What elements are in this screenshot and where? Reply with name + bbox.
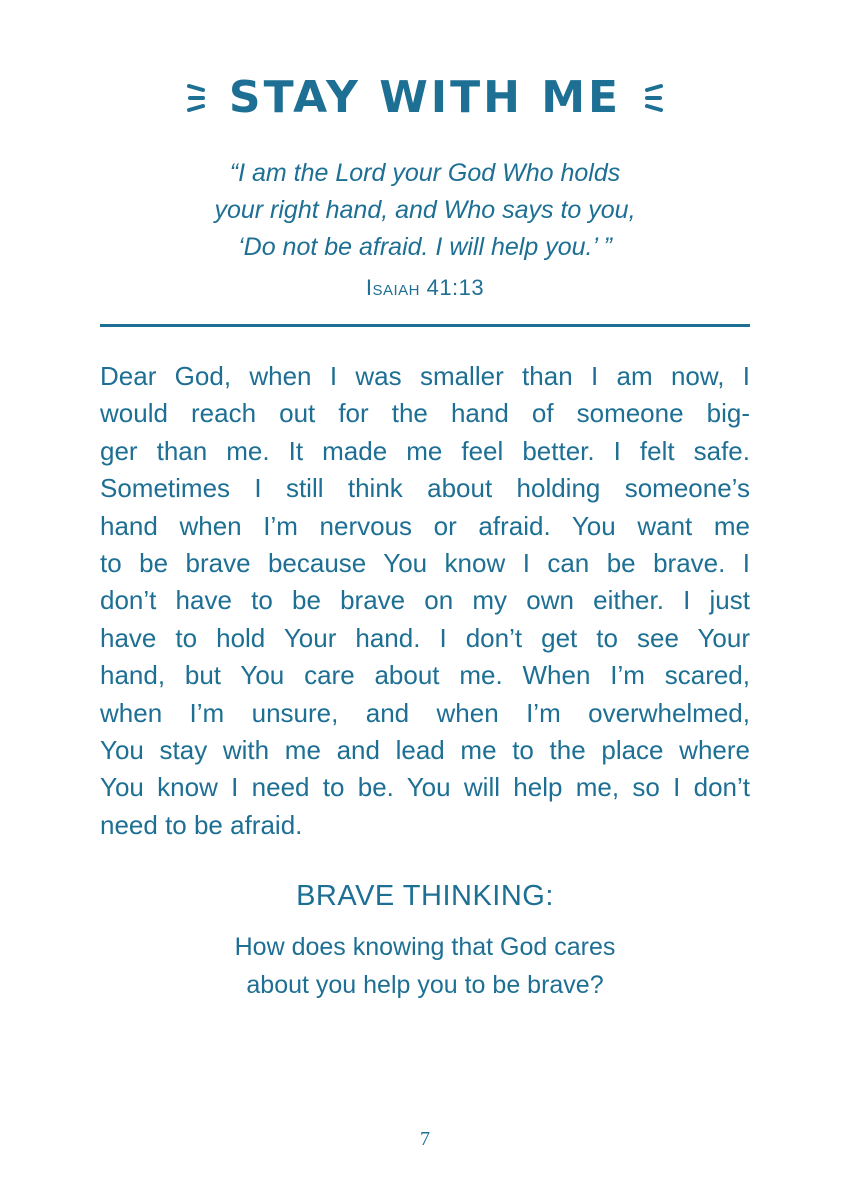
- dash-burst-left-icon: [185, 76, 207, 120]
- prayer-line: You stay with me and lead me to the place where: [100, 734, 750, 765]
- page-number: 7: [420, 1128, 430, 1150]
- page-title: STAY WITH ME: [228, 72, 622, 123]
- verse-line: your right hand, and Who says to you,: [214, 196, 636, 224]
- prayer-line: need to be afraid.: [100, 809, 303, 840]
- brave-thinking-question: [0, 928, 850, 1004]
- prayer-line: would reach out for the hand of someone big-: [100, 398, 750, 429]
- prayer-line: hand when I’m nervous or afraid. You want me: [100, 510, 750, 541]
- prayer-text: [100, 358, 750, 844]
- prayer-line: hand, but You care about me. When I’m scared,: [100, 660, 750, 691]
- prayer-line: when I’m unsure, and when I’m overwhelmed,: [100, 697, 750, 728]
- prayer-line: don’t have to be brave on my own either. I just: [100, 585, 750, 616]
- title-row: [0, 72, 850, 123]
- question-line: about you help you to be brave?: [246, 971, 604, 999]
- dash-burst-right-icon: [643, 76, 665, 120]
- prayer-line: ger than me. It made me feel better. I felt safe.: [100, 435, 750, 466]
- prayer-line: to be brave because You know I can be brave. I: [100, 547, 750, 578]
- prayer-line: have to hold Your hand. I don’t get to see Your: [100, 622, 750, 653]
- divider: [100, 324, 750, 327]
- verse-line: “I am the Lord your God Who holds: [229, 159, 621, 187]
- question-line: How does knowing that God cares: [234, 933, 616, 961]
- prayer-line: Sometimes I still think about holding someone’s: [100, 473, 750, 504]
- scripture-verse: [0, 155, 850, 266]
- prayer-line: You know I need to be. You will help me, so I don’t: [100, 772, 750, 803]
- brave-thinking-heading: BRAVE THINKING:: [296, 880, 554, 912]
- verse-line: ‘Do not be afraid. I will help you.’ ”: [238, 233, 612, 261]
- prayer-line: Dear God, when I was smaller than I am now, I: [100, 361, 750, 391]
- verse-reference: Isaiah 41:13: [365, 275, 485, 300]
